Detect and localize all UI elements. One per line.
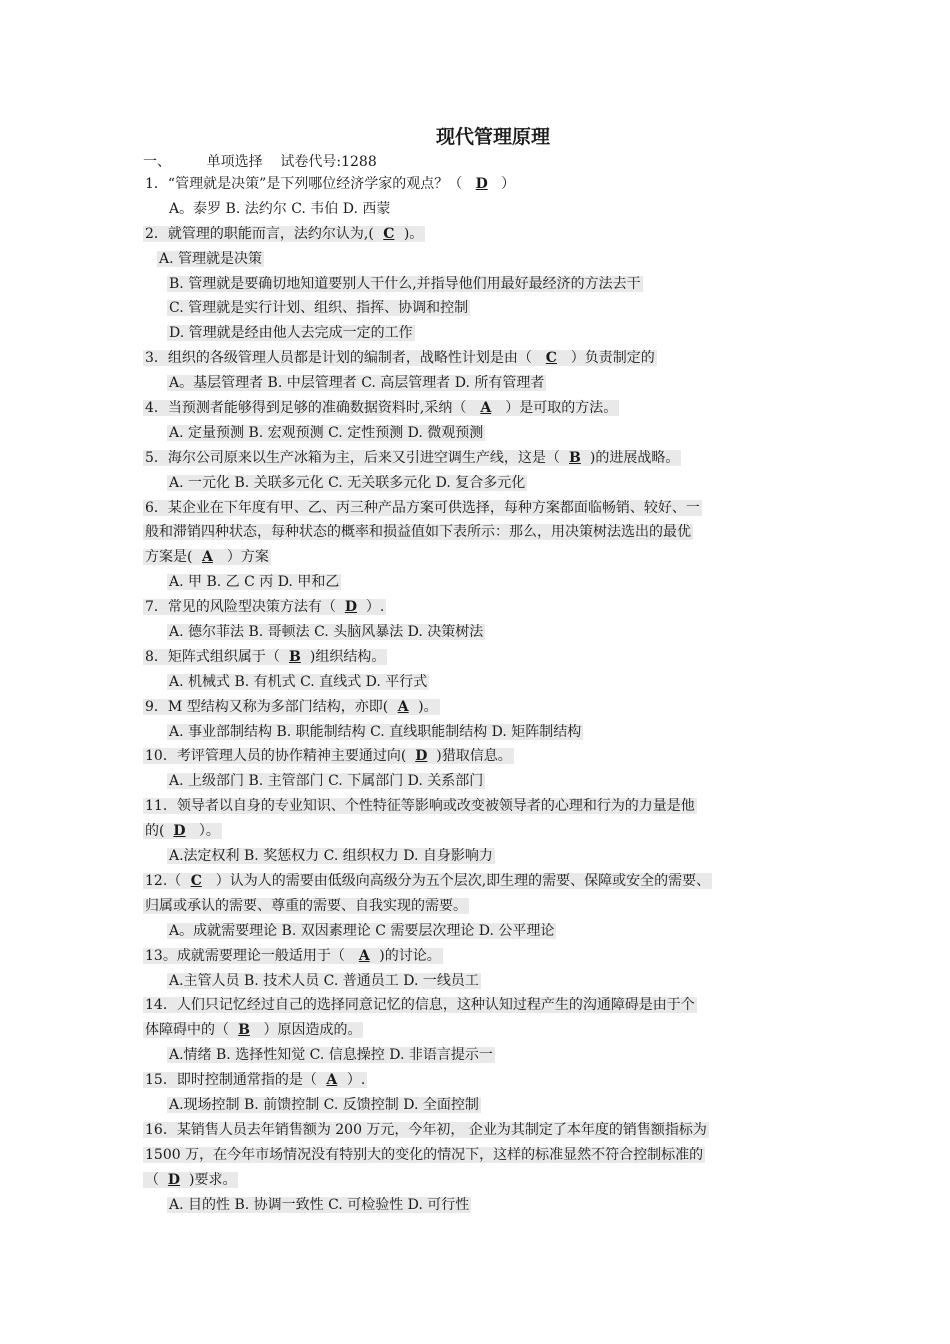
line-text-post: )组织结构。 [309,648,386,665]
line-text-post: ） [496,176,516,192]
line-text-pre: A. 管理就是决策 [159,250,263,267]
answer-blank: C [190,872,202,889]
text-line [143,296,823,321]
line-text-pre: 2．就管理的职能而言，法约尔认为,( [145,225,374,242]
line-text [143,873,712,889]
line-text [143,1022,363,1038]
line-text [167,973,481,989]
line-text [143,450,681,466]
line-text [143,898,469,914]
line-text [143,500,702,516]
line-text-post: ）原因造成的。 [259,1022,362,1039]
line-text-pre: 1500 万，在今年市场情况没有特别大的变化的情况下，这样的标准显然不符合控制标准的 [145,1146,704,1163]
line-text [167,325,415,341]
line-text-pre: A.法定权利 B. 奖惩权力 C. 组织权力 D. 自身影响力 [169,848,493,865]
text-line [143,1118,823,1143]
line-text-pre: A. 定量预测 B. 宏观预测 C. 定性预测 D. 微观预测 [169,424,484,441]
text-line [143,919,823,944]
line-text-pre: 9．M 型结构又称为多部门结构，亦即( [145,698,389,715]
line-text [143,997,697,1013]
line-text-pre: 般和滞销四种状态，每种状态的概率和损益值如下表所示：那么，用决策树法选出的最优 [145,524,691,541]
line-text-pre: A。成就需要理论 B. 双因素理论 C 需要层次理论 D. 公平理论 [169,922,555,939]
line-text [143,1072,367,1088]
exam-page [143,122,823,1217]
line-text [167,201,392,217]
line-text-pre: 14．人们只记忆经过自己的选择同意记忆的信息，这种认知过程产生的沟通障碍是由于个 [145,997,695,1014]
line-text-pre: （ [145,1171,159,1188]
line-text-pre: 5．海尔公司原来以生产冰箱为主，后来又引进空调生产线，这是（ [145,449,560,466]
line-text-pre: 12.（ [145,872,182,889]
text-line [143,421,823,446]
line-text [167,300,470,316]
line-text-pre: 方案是( [145,549,193,566]
text-line [143,670,823,695]
text-line [143,794,823,819]
line-text-post: ）是可取的方法。 [500,400,618,417]
line-text [167,848,495,864]
line-text [167,276,643,292]
text-line [143,222,823,247]
line-text [167,425,485,441]
answer-blank: A [480,400,492,417]
answer-blank: D [173,823,186,840]
answer-blank: B [289,648,301,665]
text-line [143,197,823,222]
line-text [143,798,697,814]
line-text [167,923,556,939]
answer-blank: A [202,549,213,566]
answer-blank: D [344,599,357,616]
line-text-pre: 体障碍中的（ [145,1022,229,1039]
line-text [167,475,527,491]
line-text [143,1122,709,1138]
text-line [143,346,823,371]
line-text-post: )。 [403,225,424,242]
line-text-pre: A.情绪 B. 选择性知觉 C. 信息操控 D. 非语言提示一 [169,1047,493,1064]
text-line [143,744,823,769]
line-text [167,773,485,789]
line-text-post: )要求。 [189,1171,237,1188]
line-text-pre: A。泰罗 B. 法约尔 C. 韦伯 D. 西蒙 [169,200,391,217]
text-line [143,272,823,297]
text-line [143,396,823,421]
line-text [143,699,440,715]
text-line [143,371,823,396]
line-text-pre: A. 目的性 B. 协调一致性 C. 可检验性 D. 可行性 [169,1196,470,1213]
line-text-pre: C. 管理就是实行计划、组织、指挥、协调和控制 [169,300,469,317]
text-line [143,695,823,720]
text-line [143,720,823,745]
answer-blank: D [167,1171,181,1188]
line-text-pre: A. 一元化 B. 关联多元化 C. 无关联多元化 D. 复合多元化 [169,474,526,491]
line-text [143,226,425,242]
text-line [143,471,823,496]
text-line [143,944,823,969]
line-text [143,649,387,665]
line-text-post: )。 [418,698,438,715]
line-text-pre: 7．常见的风险型决策方法有（ [145,599,336,616]
line-text-post: )猎取信息。 [436,748,512,765]
line-text-pre: 15．即时控制通常指的是（ [145,1072,317,1089]
line-text-pre: D. 管理就是经由他人去完成一定的工作 [169,325,413,342]
line-text [143,549,271,565]
text-line [143,844,823,869]
text-line [143,869,823,894]
line-text-pre: A.主管人员 B. 技术人员 C. 普通员工 D. 一线员工 [169,972,479,989]
text-line [143,1193,823,1218]
text-line [143,993,823,1018]
answer-blank: C [545,350,557,367]
line-text-pre: 6．某企业在下年度有甲、乙、丙三种产品方案可供选择，每种方案都面临畅销、较好、一 [145,499,700,516]
text-line [143,769,823,794]
text-line [143,894,823,919]
text-line [143,1168,823,1193]
answer-blank: A [358,947,370,964]
line-text-pre: A. 甲 B. 乙 C 丙 D. 甲和乙 [169,574,340,591]
text-line [143,1093,823,1118]
text-line [143,1018,823,1043]
line-text-pre: 16．某销售人员去年销售额为 200 万元，今年初， 企业为其制定了本年度的销售额指标为 [145,1121,707,1138]
line-text-post: ）。 [194,823,220,840]
line-text-post: ）方案 [222,549,269,566]
line-text-post: ）. [346,1072,366,1089]
text-line [143,595,823,620]
line-text-pre: A。基层管理者 B. 中层管理者 C. 高层管理者 D. 所有管理者 [169,375,545,392]
line-text [143,524,693,540]
line-text-post: )的讨论。 [379,947,441,964]
document-title: 现代管理原理 [435,126,550,148]
answer-blank: D [475,176,488,192]
line-text-post: ）负责制定的 [566,350,655,367]
line-text-pre: 8．矩阵式组织属于（ [145,648,280,665]
line-text-pre: A. 机械式 B. 有机式 C. 直线式 D. 平行式 [169,673,428,690]
text-line [143,172,823,197]
line-text [143,1172,238,1188]
line-text-pre: 13。成就需要理论一般适用于（ [145,947,350,964]
text-line [143,1068,823,1093]
text-line [143,446,823,471]
line-text [167,674,429,690]
text-line [143,1043,823,1068]
line-text-pre: B. 管理就是要确切地知道要别人干什么,并指导他们用最好最经济的方法去干 [169,275,641,292]
text-line [143,520,823,545]
answer-blank: A [397,698,409,715]
line-text-post: ）. [365,599,385,616]
line-text [167,1097,481,1113]
line-text [143,176,517,192]
text-line [143,247,823,272]
text-line [143,545,823,570]
line-text-post: ）认为人的需要由低级向高级分为五个层次,即生理的需要、保障或安全的需要、 [211,872,711,889]
text-line [143,1143,823,1168]
line-text [157,251,264,267]
text-line [143,321,823,346]
line-text [143,823,222,839]
line-text [167,375,546,391]
line-text [167,574,341,590]
line-text [143,948,443,964]
line-text [143,400,619,416]
question-list [143,172,823,1217]
line-text-pre: 1．“管理就是决策”是下列哪位经济学家的观点？（ [145,176,467,192]
text-line [143,819,823,844]
answer-blank: B [568,449,581,466]
text-line [143,645,823,670]
line-text-pre: 的( [145,823,165,840]
line-text-pre: 3．组织的各级管理人员都是计划的编制者，战略性计划是由（ [145,350,537,367]
text-line [143,496,823,521]
line-text [167,1047,495,1063]
answer-blank: B [238,1022,250,1039]
line-text [143,599,386,615]
line-text [143,748,514,764]
line-text-pre: 4．当预测者能够得到足够的准确数据资料时,采纳（ [145,400,471,417]
section-heading: 一、 单项选择 试卷代号:1288 [143,154,377,170]
line-text [167,724,583,740]
text-line [143,570,823,595]
line-text [167,624,485,640]
line-text-pre: A. 上级部门 B. 主管部门 C. 下属部门 D. 关系部门 [169,773,484,790]
answer-blank: A [326,1072,338,1089]
line-text-post: )的进展战略。 [589,449,680,466]
line-text-pre: A.现场控制 B. 前馈控制 C. 反馈控制 D. 全面控制 [169,1096,479,1113]
line-text-pre: 11．领导者以自身的专业知识、个性特征等影响或改变被领导者的心理和行为的力量是他 [145,798,695,815]
line-text [143,1147,705,1163]
line-text [167,1197,471,1213]
line-text-pre: 10．考评管理人员的协作精神主要通过向( [145,748,407,765]
line-text [143,350,657,366]
text-line [143,620,823,645]
line-text-pre: 归属或承认的需要、尊重的需要、自我实现的需要。 [145,897,467,914]
answer-blank: D [415,748,428,765]
answer-blank: C [383,225,395,242]
text-line [143,969,823,994]
line-text-pre: A. 事业部制结构 B. 职能制结构 C. 直线职能制结构 D. 矩阵制结构 [169,723,582,740]
line-text-pre: A. 德尔菲法 B. 哥顿法 C. 头脑风暴法 D. 决策树法 [169,624,484,641]
